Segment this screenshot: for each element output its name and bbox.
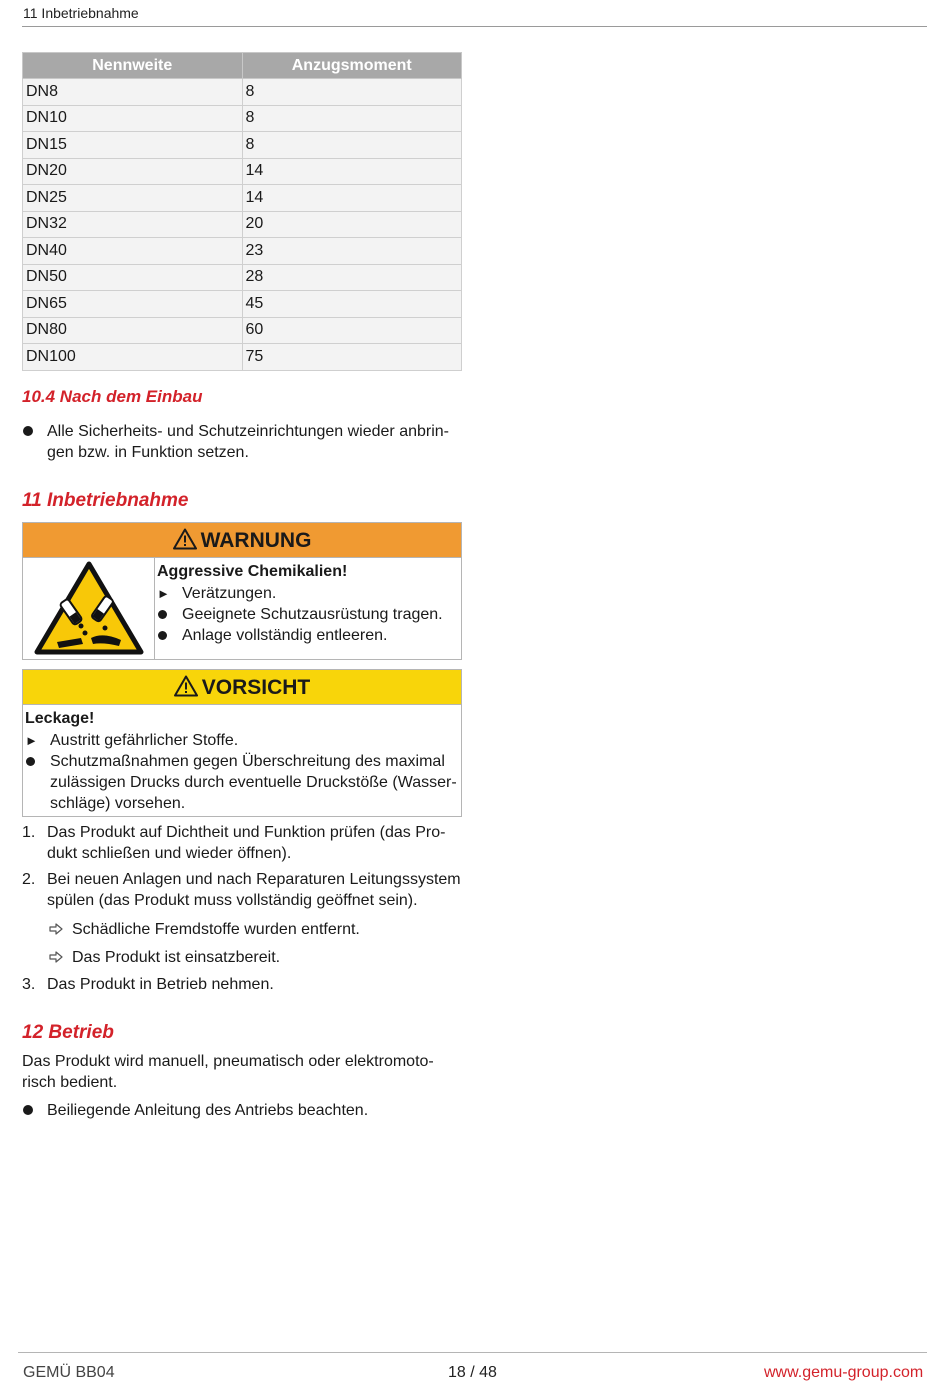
column-header-nennweite: Nennweite: [23, 53, 243, 79]
table-cell: DN80: [23, 317, 243, 344]
warning-box: [22, 522, 462, 660]
table-row: [23, 105, 462, 132]
table-cell: DN50: [23, 264, 243, 291]
table-cell: 28: [242, 264, 462, 291]
list-item: [157, 604, 457, 625]
column-header-anzugsmoment: Anzugsmoment: [242, 53, 462, 79]
table-cell: DN100: [23, 344, 243, 371]
table-row: [23, 79, 462, 106]
list-item: [157, 625, 457, 646]
table-cell: 20: [242, 211, 462, 238]
table-cell: 14: [242, 185, 462, 212]
warning-triangle-icon: [173, 528, 197, 550]
warning-triangle-icon: [174, 675, 198, 697]
header-divider: [22, 26, 927, 27]
caution-title: VORSICHT: [201, 676, 311, 699]
page-number: 18 / 48: [448, 1364, 497, 1381]
bullet-text: [47, 421, 449, 463]
arrow-item: [25, 730, 457, 751]
table-cell: DN25: [23, 185, 243, 212]
warning-title: WARNUNG: [200, 529, 312, 552]
footer-website-link[interactable]: www.gemu-group.com: [764, 1364, 924, 1381]
table-cell: 75: [242, 344, 462, 371]
text-line: zulässigen Drucks durch eventuelle Druckstöße (Wasser-: [50, 774, 457, 791]
table-cell: DN15: [23, 132, 243, 159]
list-item: [25, 751, 457, 814]
table-cell: 8: [242, 105, 462, 132]
caution-box: [22, 669, 462, 817]
arrow-right-icon: ►: [157, 586, 170, 601]
torque-table: [22, 52, 462, 371]
bullet-dot: [23, 1105, 33, 1115]
table-cell: 14: [242, 158, 462, 185]
paragraph: [22, 1051, 434, 1093]
text-line: Bei neuen Anlagen und nach Reparaturen Leitungssystem: [47, 871, 461, 888]
arrow-item: [157, 583, 457, 604]
table-row: [23, 238, 462, 265]
table-row: [23, 344, 462, 371]
section-heading-10-4: 10.4 Nach dem Einbau: [22, 387, 203, 406]
table-cell: 8: [242, 79, 462, 106]
table-cell: 45: [242, 291, 462, 318]
table-header-row: [23, 53, 462, 79]
list-item-text: Geeignete Schutzausrüstung tragen.: [182, 606, 443, 623]
text-line: risch bedient.: [22, 1074, 118, 1091]
text-line: Das Produkt auf Dichtheit und Funktion prüfen (das Pro-: [47, 824, 446, 841]
table-row: [23, 185, 462, 212]
table-cell: DN8: [23, 79, 243, 106]
bullet-dot: [158, 610, 167, 619]
warning-subtitle: Aggressive Chemikalien!: [157, 563, 348, 580]
table-cell: 60: [242, 317, 462, 344]
caution-content: [25, 708, 457, 814]
result-text: Das Produkt ist einsatzbereit.: [72, 949, 281, 966]
bullet-dot: [158, 631, 167, 640]
list-item-text: Anlage vollständig entleeren.: [182, 627, 388, 644]
table-cell: DN10: [23, 105, 243, 132]
table-cell: DN32: [23, 211, 243, 238]
corrosive-substance-warning-icon: [23, 558, 154, 659]
caution-subtitle: Leckage!: [25, 710, 95, 727]
table-row: [23, 158, 462, 185]
table-cell: DN20: [23, 158, 243, 185]
table-row: [23, 132, 462, 159]
table-row: [23, 291, 462, 318]
section-heading-11: 11 Inbetriebnahme: [22, 490, 189, 511]
step-text: [47, 822, 445, 864]
step-number: 3.: [22, 976, 36, 993]
section-heading-12: 12 Betrieb: [22, 1022, 114, 1043]
result-arrow-icon: [49, 923, 63, 935]
warning-title-bar: [23, 523, 461, 558]
table-row: [23, 264, 462, 291]
bullet-dot: [26, 757, 35, 766]
warning-content: [157, 561, 457, 646]
result-text: Schädliche Fremdstoffe wurden entfernt.: [72, 921, 360, 938]
table-cell: 8: [242, 132, 462, 159]
text-line: Alle Sicherheits- und Schutzeinrichtungen wieder anbrin-: [47, 423, 449, 440]
step-number: 2.: [22, 871, 36, 888]
step-text: [47, 869, 461, 911]
table-cell: DN40: [23, 238, 243, 265]
footer-product-name: GEMÜ BB04: [23, 1364, 115, 1381]
arrow-item-text: Austritt gefährlicher Stoffe.: [50, 732, 239, 749]
text-line: Das Produkt wird manuell, pneumatisch oder elektromoto-: [22, 1053, 434, 1070]
table-row: [23, 211, 462, 238]
running-header: 11 Inbetriebnahme: [23, 5, 139, 21]
footer-divider: [18, 1352, 927, 1353]
warning-pictogram-cell: [23, 558, 155, 659]
table-cell: DN65: [23, 291, 243, 318]
bullet-dot: [23, 426, 33, 436]
result-arrow-icon: [49, 951, 63, 963]
text-line: Schutzmaßnahmen gegen Überschreitung des maximal: [50, 753, 445, 770]
bullet-text: Beiliegende Anleitung des Antriebs beachten.: [47, 1102, 369, 1119]
arrow-right-icon: ►: [25, 733, 38, 748]
caution-title-bar: [23, 670, 461, 705]
step-text: Das Produkt in Betrieb nehmen.: [47, 976, 274, 993]
text-line: spülen (das Produkt muss vollständig geöffnet sein).: [47, 892, 418, 909]
text-line: dukt schließen und wieder öffnen).: [47, 845, 292, 862]
table-cell: 23: [242, 238, 462, 265]
text-line: schläge) vorsehen.: [50, 795, 186, 812]
table-row: [23, 317, 462, 344]
arrow-item-text: Verätzungen.: [182, 585, 277, 602]
step-number: 1.: [22, 824, 36, 841]
text-line: gen bzw. in Funktion setzen.: [47, 444, 249, 461]
